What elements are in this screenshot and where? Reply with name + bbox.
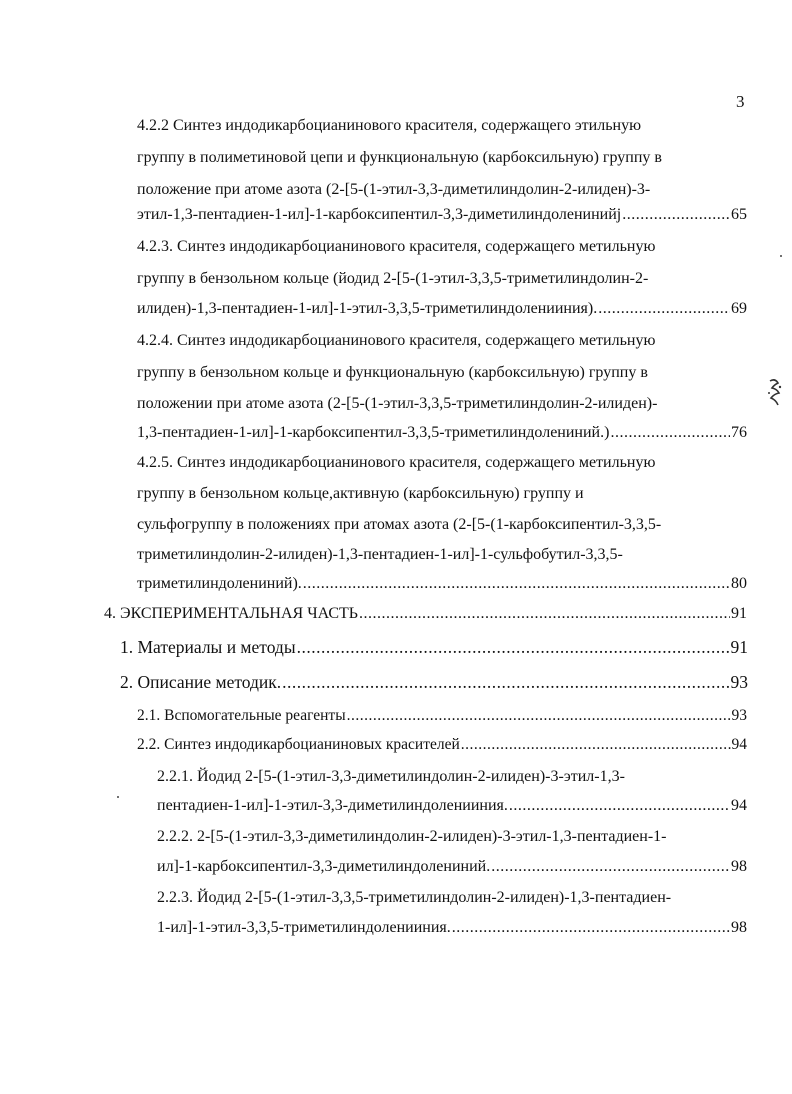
toc-entry-4-2-4-line-2: группу в бензольном кольце и функциональную (карбоксильную) группу в (137, 364, 648, 381)
toc-entry-text: 2.1. Вспомогательные реагенты (137, 707, 346, 724)
toc-entry-4-2-4-last-line[interactable] (137, 422, 747, 444)
toc-entry-text: 1-ил]-1-этил-3,3,5-триметилиндоленииния. (157, 919, 451, 936)
toc-subsection-2-2[interactable] (137, 734, 747, 756)
toc-entry-4-2-4-line-3: положении при атоме азота (2-[5-(1-этил-3,3,5-триметилиндолин-2-илиден)- (137, 395, 658, 412)
toc-section-materials[interactable] (120, 634, 748, 660)
leader-dots (610, 422, 730, 444)
toc-entry-4-2-2-line-1: 4.2.2 Синтез индодикарбоцианинового красителя, содержащего этильную (137, 117, 642, 134)
toc-entry-text: 2. Описание методик. (120, 672, 282, 692)
toc-page-number: 93 (731, 707, 747, 724)
toc-subsection-2-2-3-line-1: 2.2.3. Йодид 2-[5-(1-этил-3,3,5-триметилиндолин-2-илиден)-1,3-пентадиен- (157, 889, 672, 906)
toc-subsection-2-2-1-line-1: 2.2.1. Йодид 2-[5-(1-этил-3,3-диметилиндолин-2-илиден)-3-этил-1,3- (157, 768, 625, 785)
leader-dots (509, 795, 730, 817)
page-number: 3 (736, 92, 745, 111)
scan-speck (780, 255, 782, 257)
toc-page-number: 76 (731, 424, 747, 441)
toc-page-number: 94 (731, 797, 747, 814)
leader-dots (452, 917, 730, 939)
scan-smudge-icon (766, 378, 784, 408)
leader-dots (622, 204, 730, 226)
toc-section-experimental[interactable] (104, 603, 747, 625)
toc-page-number: 65 (731, 206, 747, 223)
toc-page-number: 93 (730, 672, 748, 692)
toc-entry-4-2-5-line-4: триметилиндолин-2-илиден)-1,3-пентадиен-1-ил]-1-сульфобутил-3,3,5- (137, 546, 623, 563)
toc-page-number: 98 (731, 858, 747, 875)
toc-entry-4-2-3-line-2: группу в бензольном кольце (йодид 2-[5-(1-этил-3,3,5-триметилиндолин-2- (137, 270, 649, 287)
leader-dots (347, 705, 731, 727)
leader-dots (282, 669, 729, 695)
toc-entry-text: 1,3-пентадиен-1-ил]-1-карбоксипентил-3,3,5-триметилиндолениний.) (137, 424, 610, 441)
toc-page-number: 94 (731, 736, 747, 753)
leader-dots (598, 298, 730, 320)
toc-page-number: 91 (730, 637, 748, 657)
toc-entry-text: триметилиндолениний). (137, 575, 302, 592)
leader-dots (297, 634, 730, 660)
toc-entry-4-2-4-line-1: 4.2.4. Синтез индодикарбоцианинового красителя, содержащего метильную (137, 332, 656, 349)
toc-entry-text: 4. ЭКСПЕРИМЕНТАЛЬНАЯ ЧАСТЬ (104, 605, 358, 622)
leader-dots (359, 603, 730, 625)
toc-entry-4-2-5-line-1: 4.2.5. Синтез индодикарбоцианинового красителя, содержащего метильную (137, 454, 656, 471)
toc-entry-text: пентадиен-1-ил]-1-этил-3,3-диметилиндоленииния. (157, 797, 508, 814)
toc-subsection-2-1[interactable] (137, 705, 747, 727)
toc-entry-4-2-2-last-line[interactable] (137, 204, 747, 226)
toc-page-number: 69 (731, 300, 747, 317)
toc-entry-4-2-5-line-2: группу в бензольном кольце,активную (карбоксильную) группу и (137, 485, 584, 502)
toc-subsection-2-2-2-last-line[interactable] (157, 856, 747, 878)
toc-entry-text: 2.2. Синтез индодикарбоцианиновых красителей (137, 736, 460, 753)
toc-subsection-2-2-3-last-line[interactable] (157, 917, 747, 939)
toc-entry-text: илиден)-1,3-пентадиен-1-ил]-1-этил-3,3,5-триметилиндоленииния). (137, 300, 598, 317)
toc-entry-4-2-2-line-2: группу в полиметиновой цепи и функциональную (карбоксильную) группу в (137, 149, 662, 166)
toc-entry-4-2-5-last-line[interactable] (137, 573, 747, 595)
toc-page-number: 80 (731, 575, 747, 592)
leader-dots (303, 573, 730, 595)
toc-entry-4-2-3-last-line[interactable] (137, 298, 747, 320)
toc-page-number: 98 (731, 919, 747, 936)
toc-subsection-2-2-2-line-1: 2.2.2. 2-[5-(1-этил-3,3-диметилиндолин-2-илиден)-3-этил-1,3-пентадиен-1- (157, 828, 667, 845)
toc-section-methods[interactable] (120, 669, 748, 695)
leader-dots (461, 734, 731, 756)
toc-entry-text: 1. Материалы и методы (120, 637, 296, 657)
toc-subsection-2-2-1-last-line[interactable] (157, 795, 747, 817)
toc-entry-text: ил]-1-карбоксипентил-3,3-диметилиндолениний. (157, 858, 491, 875)
toc-entry-4-2-5-line-3: сульфогруппу в положениях при атомах азота (2-[5-(1-карбоксипентил-3,3,5- (137, 516, 662, 533)
toc-page-number: 91 (731, 605, 747, 622)
toc-entry-text: этил-1,3-пентадиен-1-ил]-1-карбоксипентил-3,3-диметилиндоленинийj (137, 206, 622, 223)
scan-speck (117, 796, 119, 798)
leader-dots (491, 856, 730, 878)
toc-entry-4-2-2-line-3: положение при атоме азота (2-[5-(1-этил-3,3-диметилиндолин-2-илиден)-3- (137, 181, 651, 198)
toc-entry-4-2-3-line-1: 4.2.3. Синтез индодикарбоцианинового красителя, содержащего метильную (137, 238, 656, 255)
